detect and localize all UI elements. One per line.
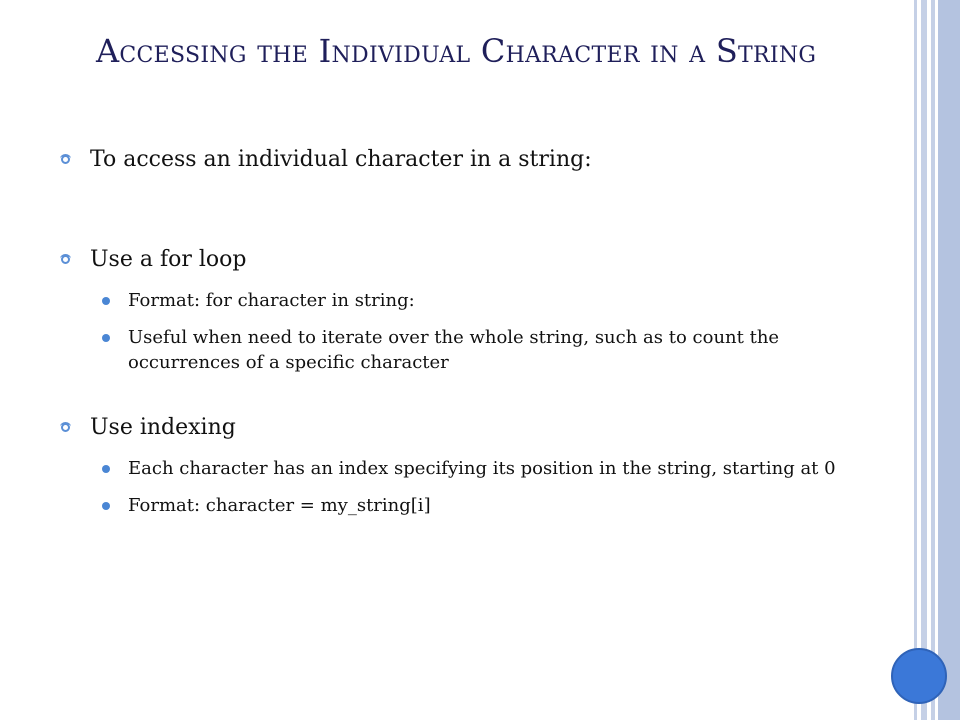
ring-bullet-icon: [61, 255, 70, 264]
slide-content: [60, 145, 880, 518]
sub-bullet-item: [60, 493, 880, 518]
ring-bullet-icon: [61, 155, 70, 164]
decor-stripe: [931, 0, 935, 720]
bullet-text: Use a for loop: [90, 247, 247, 272]
decor-stripe: [921, 0, 927, 720]
corner-circle-decoration: [891, 648, 947, 704]
sub-bullet-text: Format: character = my_string[i]: [128, 495, 431, 516]
sub-bullet-text: Each character has an index specifying its position in the string, starting at 0: [128, 458, 836, 479]
ring-bullet-icon: [61, 423, 70, 432]
decor-stripe: [914, 0, 917, 720]
sub-bullet-item: [60, 325, 880, 375]
sub-bullet-item: [60, 456, 880, 481]
sub-bullet-text: Useful when need to iterate over the whole string, such as to count the occurrences of a specific character: [128, 327, 780, 373]
sub-bullet-item: [60, 288, 880, 313]
dot-bullet-icon: [102, 465, 110, 473]
bullet-item: [60, 413, 880, 443]
bullet-text: Use indexing: [90, 415, 236, 440]
bullet-item: [60, 245, 880, 275]
dot-bullet-icon: [102, 297, 110, 305]
sub-bullet-text: Format: for character in string:: [128, 290, 415, 311]
decor-stripe: [938, 0, 960, 720]
right-decoration: [914, 0, 960, 720]
bullet-item: [60, 145, 880, 175]
dot-bullet-icon: [102, 334, 110, 342]
bullet-text: To access an individual character in a string:: [90, 147, 592, 172]
dot-bullet-icon: [102, 502, 110, 510]
slide-title: Accessing the Individual Character in a String: [96, 32, 817, 70]
